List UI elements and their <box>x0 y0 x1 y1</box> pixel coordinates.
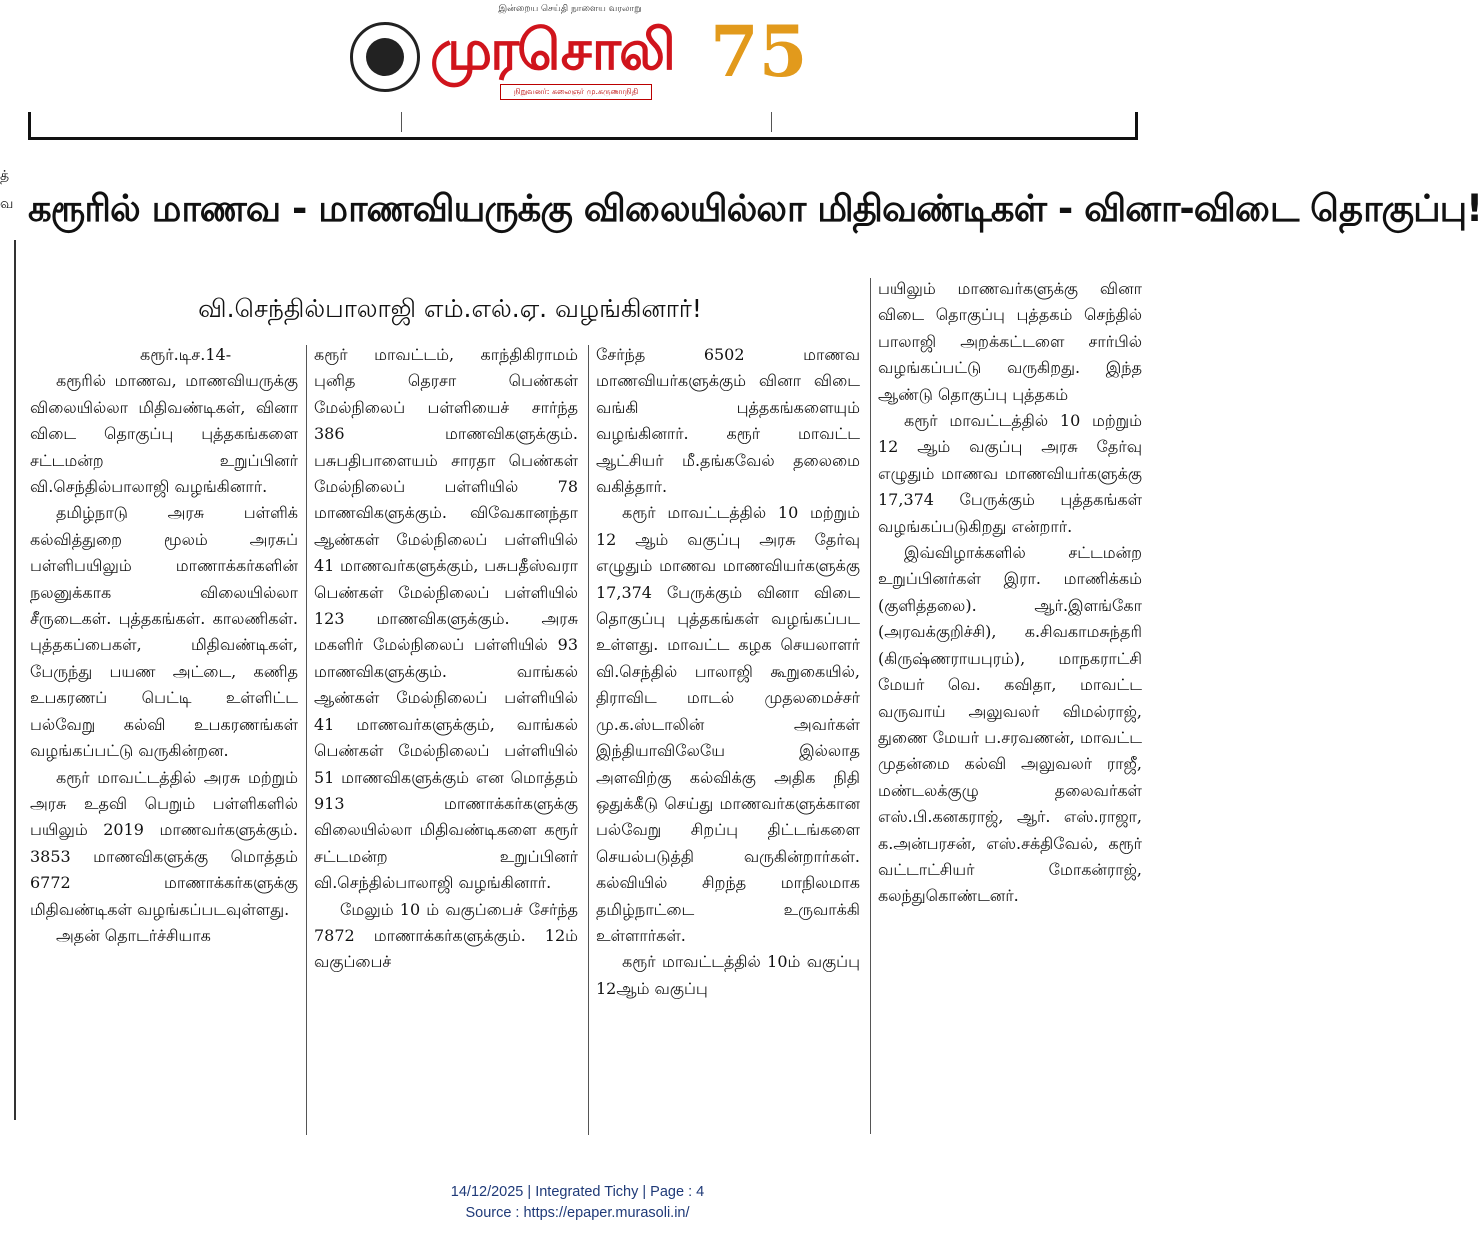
party-seal-logo <box>350 22 420 92</box>
header-frame <box>28 112 1138 140</box>
adjacent-column-border <box>0 240 16 1120</box>
masthead-title: முரசொலி <box>430 18 674 83</box>
edge-fragment: த் <box>0 168 10 184</box>
article-column-1 <box>30 342 298 949</box>
paragraph: பயிலும் மாணவர்களுக்கு வினா விடை தொகுப்பு புத்தகம் செந்தில் பாலாஜி அறக்கட்டளை சார்பில் வழங்கப்பட்டு வருகிறது. இந்த ஆண்டு தொகுப்பு புத்தகம் <box>878 279 1142 404</box>
column-rule <box>306 345 307 1135</box>
column-rule <box>588 345 589 1135</box>
paragraph: கரூர் மாவட்டத்தில் 10 மற்றும் 12 ஆம் வகுப்பு அரசு தேர்வு எழுதும் மாணவ மாணவியர்களுக்கு 17,374 பேருக்கும் புத்தகங்கள் வழங்கப்படுகிறது என்றார். <box>878 411 1142 536</box>
article-headline: கரூரில் மாணவ - மாணவியருக்கு விலையில்லா மிதிவண்டிகள் - வினா-விடை தொகுப்பு! <box>28 187 1482 230</box>
edge-fragment: வ <box>0 196 14 212</box>
paragraph: கரூர் மாவட்டத்தில் 10 மற்றும் 12 ஆம் வகுப்பு அரசு தேர்வு எழுதும் மாணவ மாணவியர்களுக்கு 17,374 பேருக்கும் வினா விடை தொகுப்பு புத்தகங்கள் வழங்கப்பட உள்ளது. மாவட்ட கழக செயலாளர் வி.செந்தில் பாலாஜி கூறுகையில், திராவிட மாடல் முதலமைச்சர் மு.க.ஸ்டாலின் அவர்கள் இந்தியாவிலேயே இல்லாத அளவிற்கு கல்விக்கு அதிக நிதி ஒதுக்கீடு செய்து மாணவர்களுக்கான பல்வேறு சிறப்பு திட்டங்களை செயல்படுத்தி வருகின்றார்கள். கல்வியில் சிறந்த மாநிலமாக தமிழ்நாட்டை உருவாக்கி உள்ளார்கள். <box>596 503 860 945</box>
paragraph: சேர்ந்த 6502 மாணவ மாணவியர்களுக்கும் வினா விடை வங்கி புத்தகங்களையும் வழங்கினார். கரூர் மாவட்ட ஆட்சியர் மீ.தங்கவேல் தலைமை வகித்தார். <box>596 345 860 497</box>
paragraph: அதன் தொடர்ச்சியாக <box>56 925 211 945</box>
paragraph: இவ்விழாக்களில் சட்டமன்ற உறுப்பினர்கள் இரா. மாணிக்கம் (குளித்தலை). ஆர்.இளங்கோ (அரவக்குறிச்சி), க.சிவகாமசுந்தரி (கிருஷ்ணராயபுரம்), மாநகராட்சி மேயர் வெ. கவிதா, மாவட்ட வருவாய் அலுவலர் விமல்ராஜ், துணை மேயர் ப.சரவணன், மாவட்ட முதன்மை கல்வி அலுவலர் ராஜீ, மண்டலக்குழு தலைவர்கள் எஸ்.பி.கனகராஜ், ஆர். எஸ்.ராஜா, க.அன்பரசன், எஸ்.சக்திவேல், கரூர் வட்டாட்சியர் மோகன்ராஜ், கலந்துகொண்டனர். <box>878 543 1142 906</box>
article-column-4 <box>878 276 1142 910</box>
article-column-2 <box>314 342 578 976</box>
paragraph: கரூர் மாவட்டத்தில் 10ம் வகுப்பு 12ஆம் வகுப்பு <box>596 952 860 998</box>
anniversary-badge: 75 <box>710 10 808 93</box>
footer-source-link[interactable]: Source : https://epaper.murasoli.in/ <box>465 1205 690 1221</box>
masthead-tagline: இன்றைய செய்தி நாளைய வரலாறு <box>498 4 642 14</box>
masthead <box>340 0 820 110</box>
footer-edition-info: 14/12/2025 | Integrated Tichy | Page : 4 <box>450 1184 705 1200</box>
article-subheadline: வி.செந்தில்பாலாஜி எம்.எல்.ஏ. வழங்கினார்! <box>198 294 702 323</box>
column-rule <box>870 278 871 1134</box>
article-column-3 <box>596 342 860 1002</box>
paragraph: கரூர் மாவட்டம், காந்திகிராமம் புனித தெரசா பெண்கள் மேல்நிலைப் பள்ளியைச் சார்ந்த 386 மாணவிகளுக்கும். பசுபதிபாளையம் சாரதா பெண்கள் மேல்நிலைப் பள்ளியில் 78 மாணவிகளுக்கும். விவேகானந்தா ஆண்கள் மேல்நிலைப் பள்ளியில் 41 மாணவர்களுக்கும், பசுபதீஸ்வரா பெண்கள் மேல்நிலைப் பள்ளியில் 123 மாணவிகளுக்கும். அரசு மகளிர் மேல்நிலைப் பள்ளியில் 93 மாணவிகளுக்கும். வாங்கல் ஆண்கள் மேல்நிலைப் பள்ளியில் 41 மாணவர்களுக்கும், வாங்கல் பெண்கள் மேல்நிலைப் பள்ளியில் 51 மாணவிகளுக்கும் என மொத்தம் 913 மாணாக்கர்களுக்கு விலையில்லா மிதிவண்டிகளை கரூர் சட்டமன்ற உறுப்பினர் வி.செந்தில்பாலாஜி வழங்கினார். <box>314 345 578 893</box>
paragraph: கரூரில் மாணவ, மாணவியருக்கு விலையில்லா மிதிவண்டிகள், வினா விடை தொகுப்பு புத்தகங்களை சட்டமன்ற உறுப்பினர் வி.செந்தில்பாலாஜி வழங்கினார். <box>30 371 298 497</box>
dateline: கரூர்.டிச.14- <box>140 345 232 364</box>
paragraph: தமிழ்நாடு அரசு பள்ளிக் கல்வித்துறை மூலம் அரசுப் பள்ளிபயிலும் மாணாக்கர்களின் நலனுக்காக விலையில்லா சீருடைகள். புத்தகங்கள். காலணிகள். புத்தகப்பைகள், மிதிவண்டிகள், பேருந்து பயண அட்டை, கணித உபகரணப் பெட்டி உள்ளிட்ட பல்வேறு கல்வி உபகரணங்கள் வழங்கப்பட்டு வருகின்றன. <box>30 503 298 761</box>
paragraph: கரூர் மாவட்டத்தில் அரசு மற்றும் அரசு உதவி பெறும் பள்ளிகளில் பயிலும் 2019 மாணவர்களுக்கும். 3853 மாணவிகளுக்கு மொத்தம் 6772 மாணாக்கர்களுக்கு மிதிவண்டிகள் வழங்கப்படவுள்ளது. <box>30 767 298 919</box>
masthead-subtitle: நிறுவனர்: கலைஞர் மு.கருணாநிதி <box>500 84 652 100</box>
paragraph: மேலும் 10 ம் வகுப்பைச் சேர்ந்த 7872 மாணாக்கர்களுக்கும். 12ம் வகுப்பைச் <box>314 899 578 972</box>
page-footer <box>0 1182 1155 1224</box>
